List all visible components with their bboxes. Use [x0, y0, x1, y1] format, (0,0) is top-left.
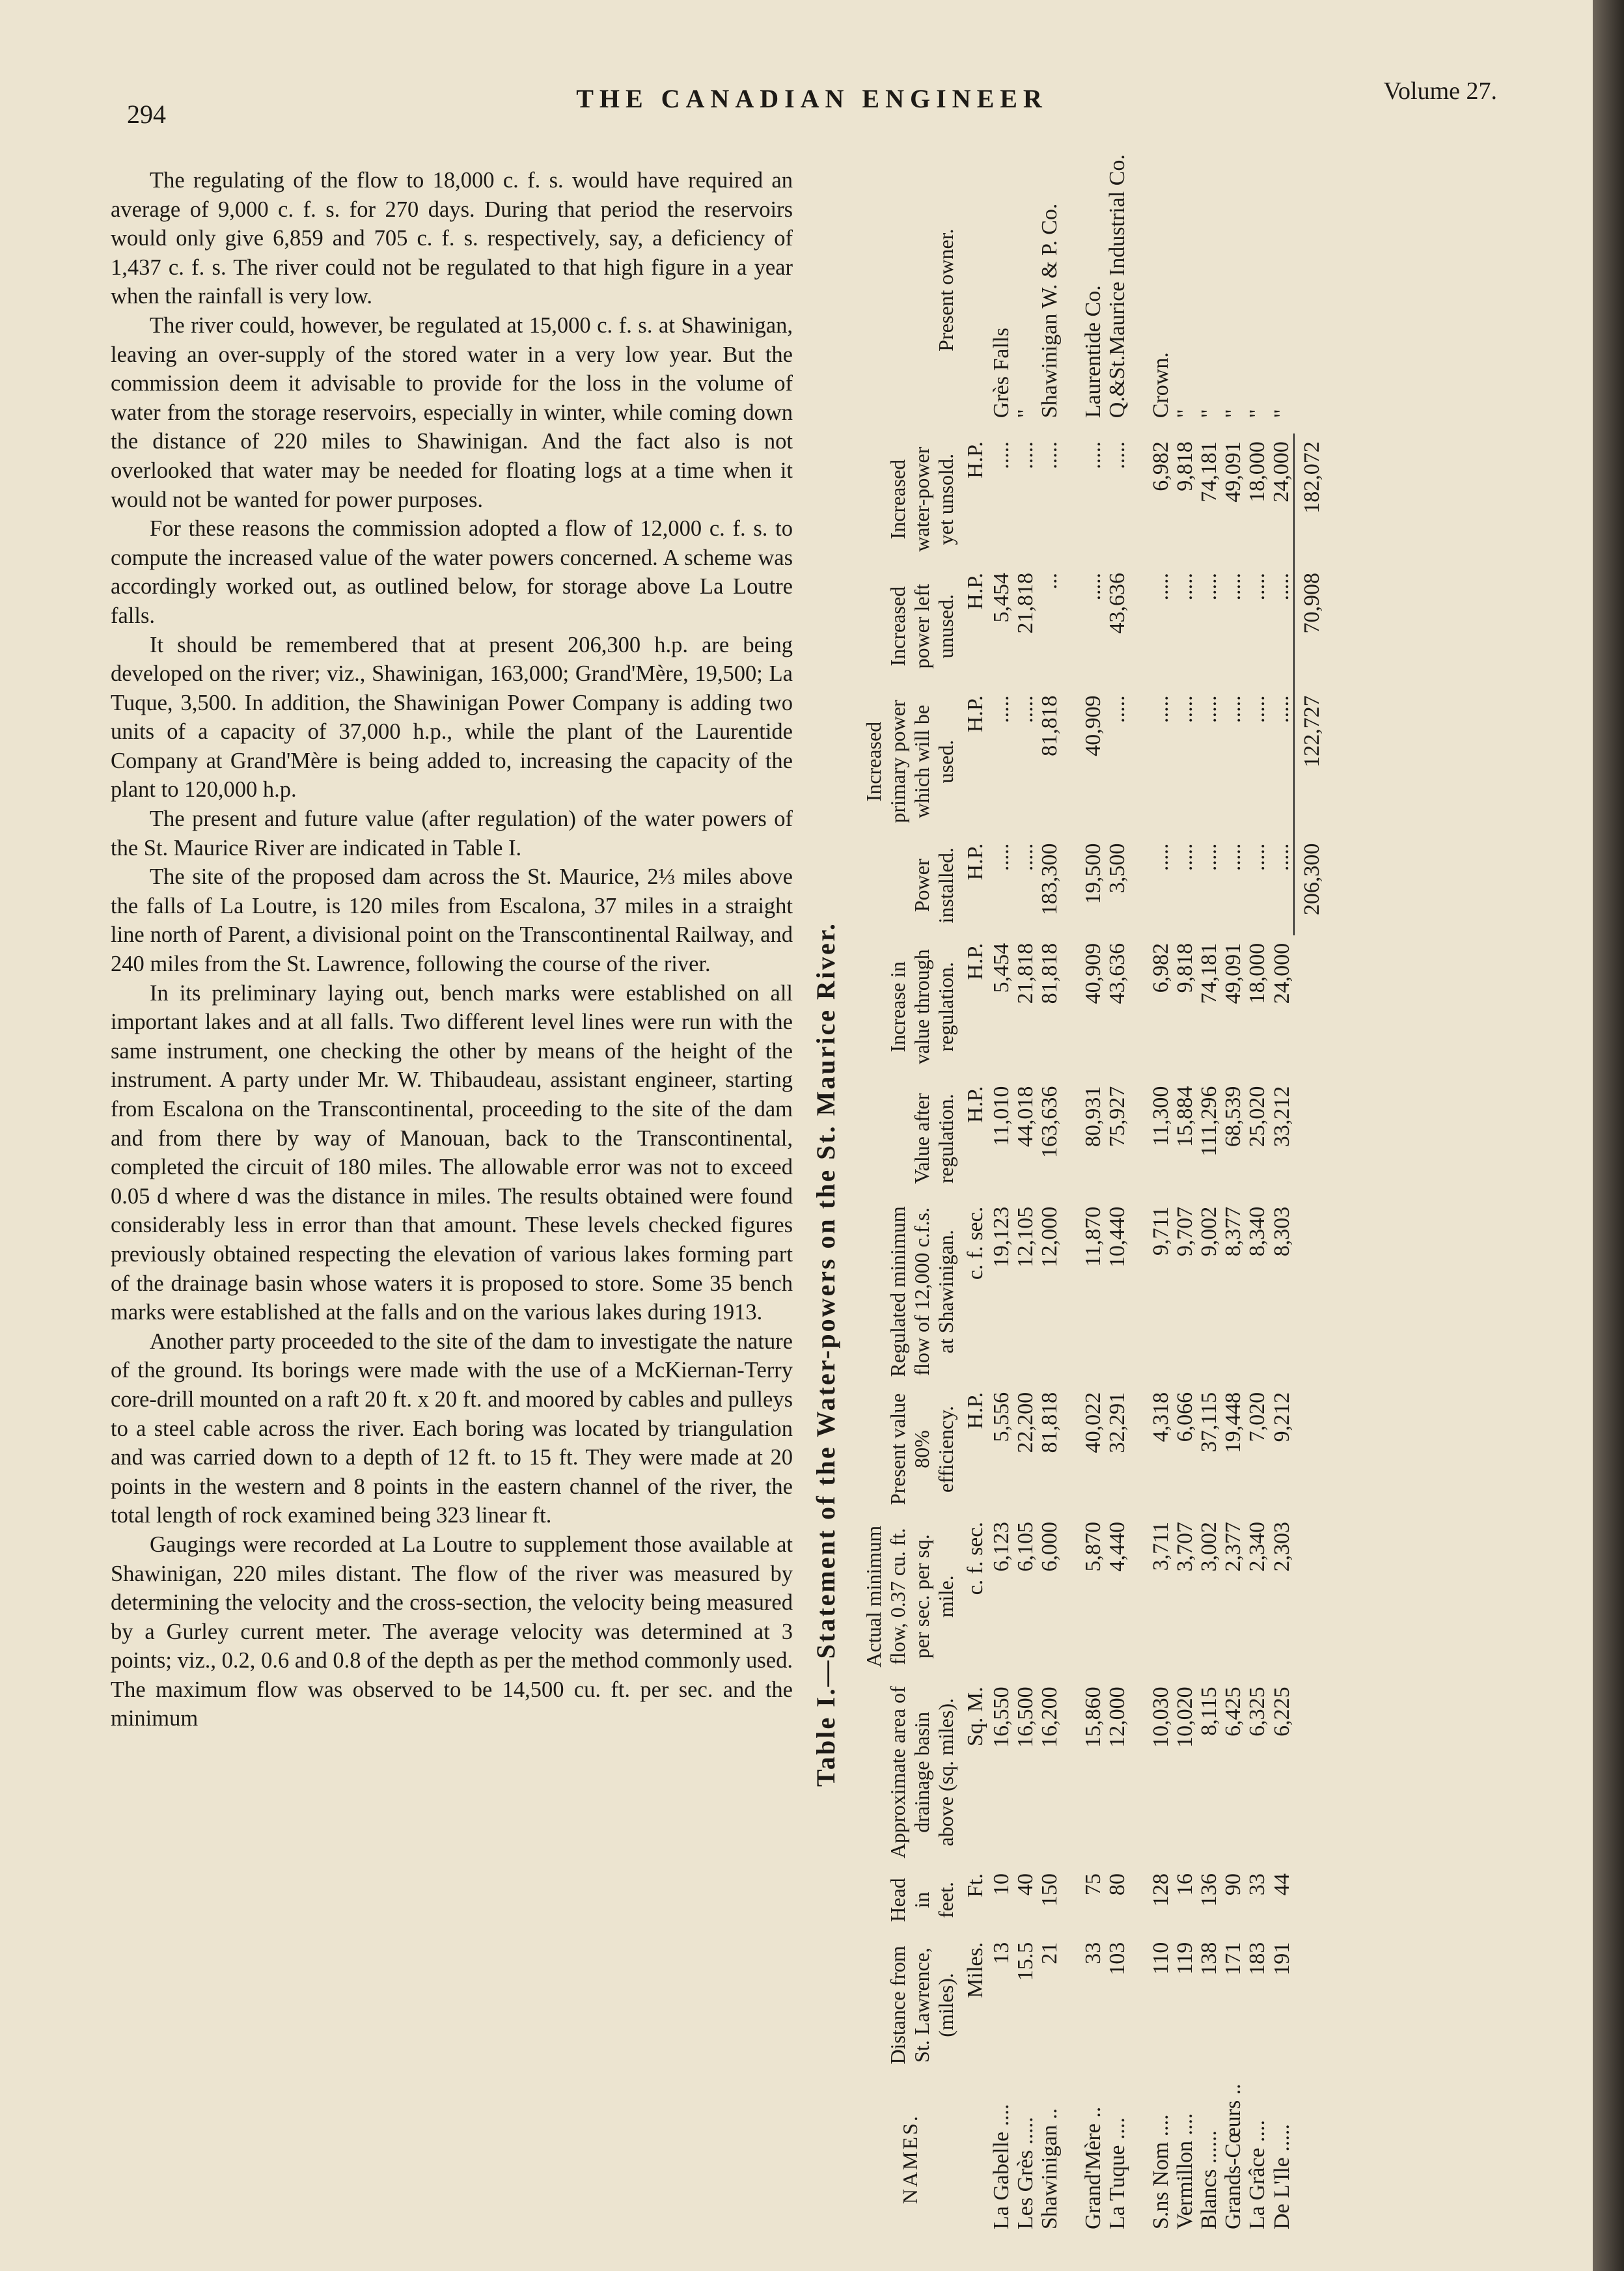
unit-cell: Ft. — [963, 1873, 987, 1898]
value-cell: 6,325 — [1245, 1686, 1269, 1737]
table-row — [1197, 146, 1221, 2242]
value-cell: 81,818 — [1038, 1392, 1062, 1453]
value-cell: 2,303 — [1269, 1522, 1294, 1572]
value-cell: ..... — [1197, 573, 1221, 601]
table-row — [1269, 146, 1294, 2242]
value-cell: 24,000 — [1269, 441, 1293, 502]
value-cell: 191 — [1269, 1942, 1294, 1975]
value-cell: 33 — [1081, 1942, 1105, 1964]
value-cell: 136 — [1197, 1873, 1221, 1907]
value-cell: 3,002 — [1197, 1522, 1221, 1572]
value-cell: 90 — [1221, 1873, 1245, 1896]
value-cell: 43,636 — [1105, 943, 1129, 1004]
empty-cell — [1294, 2076, 1324, 2242]
value-cell: 7,020 — [1245, 1392, 1269, 1442]
unit-cell: H.P. — [963, 441, 987, 478]
value-cell: 5,454 — [989, 943, 1013, 993]
value-cell: 11,870 — [1081, 1206, 1105, 1267]
value-cell: 103 — [1105, 1942, 1129, 1975]
empty-cell — [1294, 1865, 1324, 1934]
value-cell: 44 — [1269, 1873, 1294, 1896]
value-cell: 6,425 — [1221, 1686, 1245, 1737]
paragraph: In its preliminary laying out, bench marks were established on all important lakes and at all falls. Two different level lines were run with the same instrument, one checking the other by means of the height of the instrument. A party under Mr. W. Thibaudeau, assistant engineer, starting from Escalona on the Transcontinental, proceeding to the site of the dam and from there by way of Manouan, back to the Transcontinental, completed the circuit of 180 miles. The allowable error was not to exceed 0.05 d where d was the distance in miles. The results obtained were found considerably less in error than that amount. These levels checked figures previously obtained respecting the elevation of various lakes forming part of the drainage basin whose waters it is proposed to store. Some 35 bench marks were established at the falls and on the various lakes during 1913. — [111, 980, 793, 1325]
column-header: Distance from St. Lawrence, (miles). — [886, 1946, 957, 2065]
table-row — [1105, 146, 1129, 2242]
value-cell: ..... — [1013, 695, 1038, 723]
row-spacer — [1129, 146, 1149, 2242]
value-cell: 9,707 — [1173, 1206, 1197, 1257]
paragraph: Another party proceeded to the site of the dam to investigate the nature of the ground. Its borings were made with the use of a McKiernan-Terry core-drill mounted on a raft 20 ft. x 20 ft. and moored by cables and pulleys to a steel cable across the river. Each boring was located by triangulation and was carried down to a depth of 12 ft. to 15 ft. They were made at 20 points in the western and 8 points in the eastern channel of the river, the total length of rock examined being 323 linear ft. — [111, 1328, 793, 1528]
value-cell: ..... — [989, 843, 1013, 872]
value-cell: 4,318 — [1149, 1392, 1173, 1442]
value-cell: ..... — [1245, 695, 1269, 723]
value-cell: ..... — [1245, 843, 1269, 872]
value-cell: 75 — [1081, 1873, 1105, 1896]
table-row — [1038, 146, 1062, 2242]
value-cell: ..... — [1269, 573, 1293, 601]
value-cell: 15.5 — [1013, 1942, 1038, 1981]
value-cell: 75,927 — [1105, 1086, 1129, 1148]
value-cell: ..... — [1149, 573, 1173, 601]
value-cell: 68,539 — [1221, 1086, 1245, 1148]
value-cell: 15,860 — [1081, 1686, 1105, 1748]
value-cell: 80 — [1105, 1873, 1129, 1896]
paragraph: It should be remembered that at present 206,300 h.p. are being developed on the river; viz., Shawinigan, 163,000; Grand'Mère, 19,500; La Tuque, 3,500. In addition, the Shawinigan Power Company is adding two units of a capacity of 37,000 h.p., while the plant of the Laurentide Company at Grand'Mère is being added to, increasing the capacity of the plant to 120,000 h.p. — [111, 632, 793, 803]
value-cell: 6,000 — [1038, 1522, 1062, 1572]
value-cell: 6,123 — [989, 1522, 1013, 1572]
value-cell: 19,123 — [989, 1206, 1013, 1268]
unit-cell: H.P. — [963, 1392, 987, 1429]
unit-cell: c. f. sec. — [963, 1206, 987, 1280]
value-cell: ..... — [1173, 573, 1197, 601]
page-edge-shadow — [1593, 0, 1624, 2271]
value-cell: ..... — [1173, 695, 1197, 723]
owner-cell: " — [1013, 409, 1038, 419]
value-cell: 74,181 — [1197, 441, 1221, 502]
total-cell: 70,908 — [1294, 565, 1324, 687]
value-cell: 33,212 — [1269, 1086, 1294, 1148]
units-row — [961, 146, 989, 2242]
value-cell: 21,818 — [1013, 573, 1038, 634]
value-cell: 183 — [1245, 1942, 1269, 1975]
value-cell: 8,340 — [1245, 1206, 1269, 1257]
value-cell: ..... — [1269, 843, 1293, 872]
totals-row — [1294, 146, 1324, 2242]
value-cell: 25,020 — [1245, 1086, 1269, 1148]
value-cell: ..... — [1013, 843, 1038, 872]
row-name-cell: S.ns Nom .... — [1149, 2114, 1173, 2229]
unit-cell: Miles. — [963, 1942, 987, 1998]
unit-cell: Sq. M. — [963, 1686, 987, 1746]
value-cell: 32,291 — [1105, 1392, 1129, 1453]
spacer-cell — [1062, 146, 1081, 2242]
empty-cell — [1294, 146, 1324, 434]
journal-title: THE CANADIAN ENGINEER — [576, 84, 1048, 113]
value-cell: 6,982 — [1149, 441, 1173, 491]
owner-cell: Shawinigan W. & P. Co. — [1038, 203, 1062, 419]
value-cell: 49,091 — [1221, 943, 1245, 1004]
column-header: Present owner. — [934, 228, 957, 351]
column-header: Increased power left unused. — [886, 583, 957, 669]
value-cell: 13 — [989, 1942, 1013, 1964]
value-cell: 44,018 — [1013, 1086, 1038, 1148]
value-cell: 9,818 — [1173, 943, 1197, 993]
value-cell: 5,454 — [989, 573, 1013, 623]
value-cell: 8,115 — [1197, 1686, 1221, 1736]
value-cell: 5,870 — [1081, 1522, 1105, 1572]
value-cell: 49,091 — [1221, 441, 1245, 502]
volume-label: Volume 27. — [1383, 77, 1497, 105]
value-cell: ..... — [1221, 573, 1245, 601]
row-name-cell: Grand'Mère .. — [1081, 2106, 1105, 2229]
owner-cell: " — [1245, 409, 1269, 419]
paragraph: The site of the proposed dam across the St. Maurice, 2⅓ miles above the falls of La Loutre, is 120 miles from Escalona, 37 miles in a straight line north of Parent, a divisional point on the Transcontinental Railway, and 240 miles from the St. Lawrence, following the course of the river. — [111, 864, 793, 977]
value-cell: 40 — [1013, 1873, 1038, 1896]
value-cell: 171 — [1221, 1942, 1245, 1975]
value-cell: ..... — [1221, 843, 1245, 872]
value-cell: ..... — [1013, 441, 1038, 469]
value-cell: 2,377 — [1221, 1522, 1245, 1572]
owner-cell: Grès Falls — [989, 327, 1013, 419]
total-cell: 122,727 — [1294, 687, 1324, 835]
value-cell: 16,500 — [1013, 1686, 1038, 1748]
value-cell: 81,818 — [1038, 695, 1062, 756]
value-cell: 6,225 — [1269, 1686, 1294, 1737]
row-name-cell: De L'Ile ..... — [1269, 2124, 1294, 2229]
owner-cell: Laurentide Co. — [1081, 285, 1105, 419]
value-cell: 43,636 — [1105, 573, 1129, 634]
value-cell: 138 — [1197, 1942, 1221, 1975]
value-cell: 40,909 — [1081, 695, 1105, 756]
value-cell: ..... — [989, 695, 1013, 723]
value-cell: 11,300 — [1149, 1086, 1173, 1146]
value-cell: 15,884 — [1173, 1086, 1197, 1148]
value-cell: 3,500 — [1105, 843, 1129, 894]
value-cell: 9,212 — [1269, 1392, 1294, 1442]
value-cell: ..... — [1105, 441, 1129, 469]
owner-cell: " — [1197, 409, 1221, 419]
paragraph: For these reasons the commission adopted a flow of 12,000 c. f. s. to compute the increased value of the water powers concerned. A scheme was accordingly worked out, as outlined below, for storage above La Loutre falls. — [111, 516, 793, 628]
empty-cell — [1294, 1079, 1324, 1199]
value-cell: 12,105 — [1013, 1206, 1038, 1268]
owner-cell: Crown. — [1149, 352, 1173, 419]
unit-cell — [961, 146, 989, 434]
table-row — [1013, 146, 1038, 2242]
table-header-row — [859, 146, 961, 2242]
row-name-cell: La Gabelle .... — [989, 2104, 1013, 2229]
row-spacer — [1062, 146, 1081, 2242]
value-cell: 40,909 — [1081, 943, 1105, 1004]
value-cell: 128 — [1149, 1873, 1173, 1907]
value-cell: ..... — [1269, 695, 1293, 723]
value-cell: ..... — [1245, 573, 1269, 601]
value-cell: 2,340 — [1245, 1522, 1269, 1572]
value-cell: 8,377 — [1221, 1206, 1245, 1257]
value-cell: 33 — [1245, 1873, 1269, 1896]
table-row — [1221, 146, 1245, 2242]
value-cell: 163,636 — [1038, 1086, 1062, 1159]
value-cell: 8,303 — [1269, 1206, 1294, 1257]
value-cell: 9,818 — [1173, 441, 1197, 491]
table-row — [1081, 146, 1105, 2242]
column-header: Regulated minimum flow of 12,000 c.f.s. at Shawinigan. — [886, 1206, 957, 1377]
value-cell: ..... — [1197, 843, 1221, 872]
value-cell: 12,000 — [1105, 1686, 1129, 1748]
value-cell: ... — [1038, 573, 1062, 590]
empty-cell — [1294, 1514, 1324, 1679]
spacer-cell — [1129, 146, 1149, 2242]
value-cell: 183,300 — [1038, 843, 1062, 916]
paragraph: The river could, however, be regulated at 15,000 c. f. s. at Shawinigan, leaving an over-supply of the stored water in a very low year. But the commission deem it advisable to provide for the loss in the volume of water from the storage reservoirs, especially in winter, while coming down the distance of 220 miles to Shawinigan. And the fact also is not overlooked that water may be needed for floating logs at a time when it would not be wanted for power purposes. — [111, 312, 793, 512]
column-header: Increased primary power which will be used. — [862, 700, 957, 823]
column-header: Actual minimum flow, 0.37 cu. ft. per sec. per sq. mile. — [862, 1525, 957, 1668]
paragraph: The present and future value (after regulation) of the water powers of the St. Maurice River are indicated in Table I. — [111, 806, 793, 860]
row-name-cell: La Grâce .... — [1245, 2119, 1269, 2229]
value-cell: ..... — [1105, 695, 1129, 723]
column-header: Power installed. — [910, 847, 957, 924]
value-cell: 19,500 — [1081, 843, 1105, 905]
value-cell: ..... — [989, 441, 1013, 469]
row-name-cell: Les Grès ..... — [1013, 2117, 1038, 2229]
value-cell: 9,711 — [1149, 1206, 1173, 1256]
value-cell: 10,030 — [1149, 1686, 1173, 1748]
article-text-column — [111, 166, 793, 1733]
unit-cell — [961, 2076, 989, 2242]
owner-cell: Q.&St.Maurice Industrial Co. — [1105, 154, 1129, 419]
value-cell: ..... — [1149, 843, 1173, 872]
value-cell: 12,000 — [1038, 1206, 1062, 1268]
table-row — [1149, 146, 1173, 2242]
value-cell: 110 — [1149, 1942, 1173, 1975]
owner-cell: " — [1269, 409, 1294, 419]
table-body — [961, 146, 1324, 2242]
value-cell: 119 — [1173, 1942, 1197, 1975]
row-name-cell: Blancs ...... — [1197, 2130, 1221, 2229]
value-cell: 10,440 — [1105, 1206, 1129, 1268]
rotated-table — [811, 146, 1591, 2242]
column-header: Approximate area of drainage basin above (sq. miles). — [886, 1686, 957, 1859]
value-cell: 11,010 — [989, 1086, 1013, 1146]
value-cell: 6,982 — [1149, 943, 1173, 993]
value-cell: 16,200 — [1038, 1686, 1062, 1748]
value-cell: 18,000 — [1245, 441, 1269, 502]
row-name-cell: Shawinigan .. — [1038, 2108, 1062, 2229]
value-cell: ..... — [1081, 441, 1105, 469]
unit-cell: H.P. — [963, 573, 987, 610]
value-cell: 40,022 — [1081, 1392, 1105, 1453]
value-cell: 21 — [1038, 1942, 1062, 1964]
value-cell: 16,550 — [989, 1686, 1013, 1748]
value-cell: 22,200 — [1013, 1392, 1038, 1453]
total-cell: 206,300 — [1294, 836, 1324, 935]
column-header: Value after regulation. — [910, 1093, 957, 1184]
value-cell: 16 — [1173, 1873, 1197, 1896]
table-row — [1245, 146, 1269, 2242]
value-cell: ..... — [1081, 573, 1105, 601]
value-cell: 5,556 — [989, 1392, 1013, 1442]
value-cell: 74,181 — [1197, 943, 1221, 1004]
value-cell: 24,000 — [1269, 943, 1294, 1004]
paragraph: Gaugings were recorded at La Loutre to supplement those available at Shawinigan, 220 miles distant. The flow of the river was measured by determining the velocity and the cross-section, the velocity being measured by a Gurley current meter. The average velocity was determined at 3 points; viz., 0.2, 0.6 and 0.8 of the depth as per the method commonly used. The maximum flow was observed to be 14,500 cu. ft. per sec. and the minimum — [111, 1532, 793, 1731]
value-cell: ..... — [1038, 441, 1062, 469]
row-name-cell: Vermillon .... — [1173, 2113, 1197, 2229]
column-header: Head in feet. — [886, 1878, 957, 1922]
value-cell: 4,440 — [1105, 1522, 1129, 1572]
owner-cell: " — [1221, 409, 1245, 419]
unit-cell: H.P. — [963, 1086, 987, 1123]
unit-cell: H.P. — [963, 943, 987, 980]
row-name-cell: La Tuque .... — [1105, 2117, 1129, 2229]
value-cell: 6,066 — [1173, 1392, 1197, 1442]
table-row — [989, 146, 1013, 2242]
value-cell: 150 — [1038, 1873, 1062, 1907]
value-cell: 19,448 — [1221, 1392, 1245, 1453]
owner-cell: " — [1173, 409, 1197, 419]
value-cell: 6,105 — [1013, 1522, 1038, 1572]
table-row — [1173, 146, 1197, 2242]
value-cell: 80,931 — [1081, 1086, 1105, 1148]
value-cell: 18,000 — [1245, 943, 1269, 1004]
row-name-cell: Grands-Cœurs .. — [1221, 2084, 1245, 2229]
value-cell: 3,707 — [1173, 1522, 1197, 1572]
empty-cell — [1294, 1934, 1324, 2076]
empty-cell — [1294, 1384, 1324, 1514]
water-powers-table — [811, 146, 1324, 2242]
value-cell: 21,818 — [1013, 943, 1038, 1004]
value-cell: ..... — [1173, 843, 1197, 872]
value-cell: 37,115 — [1197, 1392, 1221, 1453]
total-cell: 182,072 — [1294, 434, 1324, 565]
unit-cell: H.P. — [963, 695, 987, 733]
unit-cell: H.P. — [963, 843, 987, 881]
unit-cell: c. f. sec. — [963, 1522, 987, 1595]
empty-cell — [1294, 1199, 1324, 1384]
empty-cell — [1294, 935, 1324, 1079]
paragraph: The regulating of the flow to 18,000 c. f. s. would have required an average of 9,000 c. f. s. for 270 days. During that period the reservoirs would only give 6,859 and 705 c. f. s. respectively, say, a deficiency of 1,437 c. f. s. The river could not be regulated to that high figure in a year when the rainfall is very low. — [111, 168, 793, 309]
value-cell: 81,818 — [1038, 943, 1062, 1004]
column-header: Increase in value through regulation. — [886, 949, 957, 1065]
page-number: 294 — [127, 100, 166, 129]
value-cell: ..... — [1221, 695, 1245, 723]
empty-cell — [1294, 1679, 1324, 1865]
value-cell: 10,020 — [1173, 1686, 1197, 1748]
table-caption: Table I.—Statement of the Water-powers on the St. Maurice River. — [811, 922, 840, 1787]
value-cell: 3,711 — [1149, 1522, 1173, 1571]
column-header: NAMES. — [898, 2114, 922, 2205]
value-cell: 9,002 — [1197, 1206, 1221, 1257]
column-header: Present value 80% efficiency. — [886, 1393, 957, 1506]
value-cell: ..... — [1197, 695, 1221, 723]
value-cell: 10 — [989, 1873, 1013, 1896]
value-cell: 111,296 — [1197, 1086, 1221, 1157]
value-cell: ..... — [1149, 695, 1173, 723]
column-header: Increased water-power yet unsold. — [886, 447, 957, 552]
